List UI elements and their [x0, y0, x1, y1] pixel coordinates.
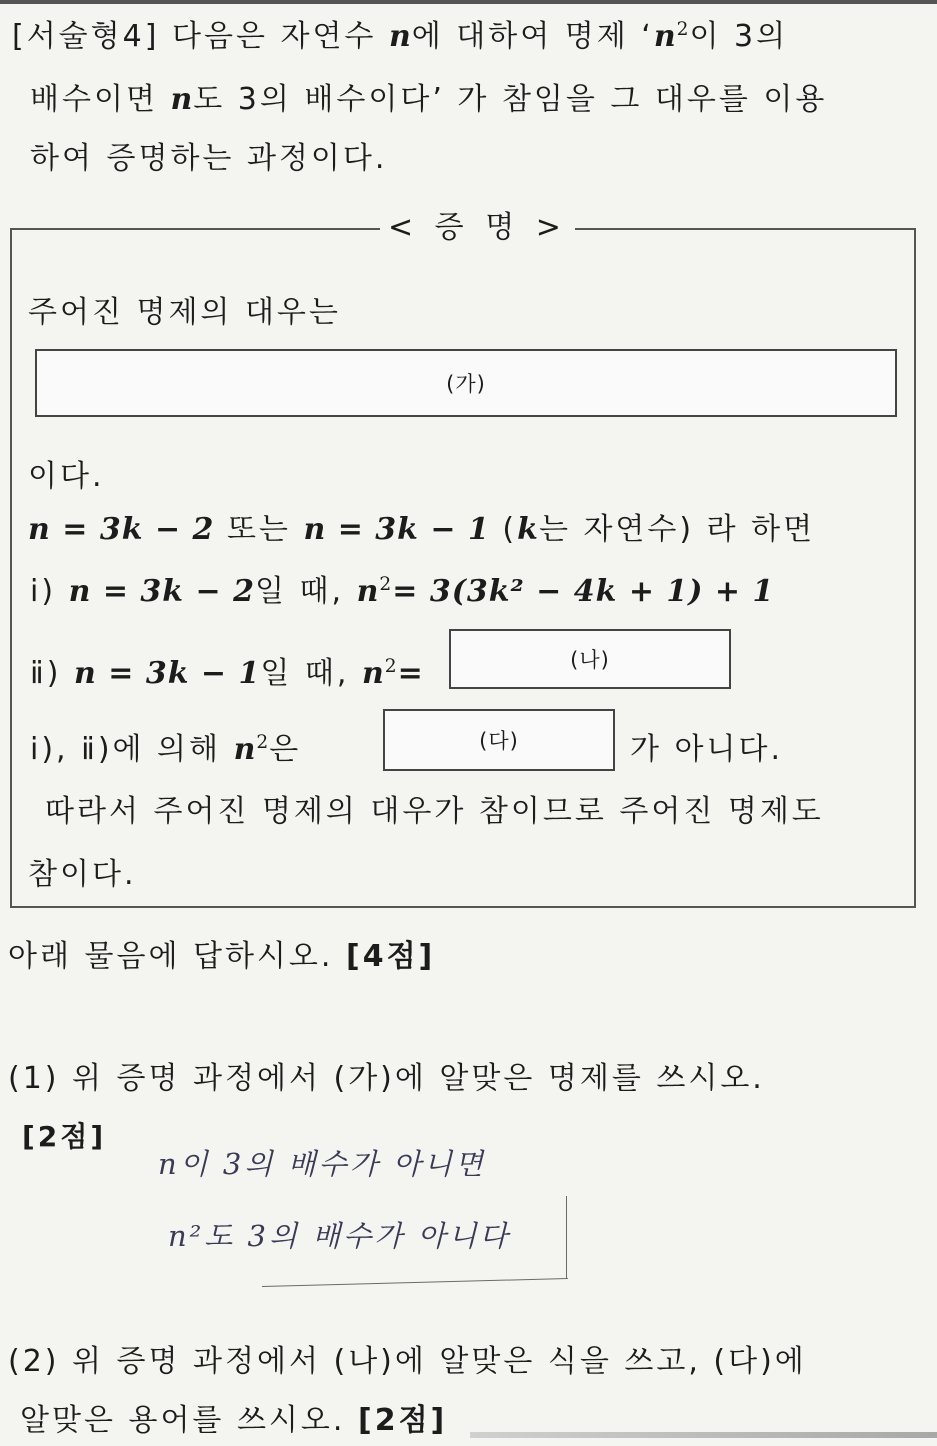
handwritten-underline: [262, 1278, 568, 1287]
proof-title: < 증 명 >: [380, 210, 575, 246]
proof-case-1: ⅰ) n = 3k − 2일 때, $n^2= 3(3k^2 - 4k + 1) + 1$: [30, 574, 775, 609]
blank-na: (나): [449, 629, 731, 689]
problem-line-3: 하여 증명하는 과정이다.: [30, 141, 388, 176]
proof-final-1: 따라서 주어진 명제의 대우가 참이므로 주어진 명제도: [45, 794, 824, 829]
proof-conclusion: ⅰ), ⅱ)에 의해 $n^2$은: [30, 732, 302, 767]
question-2-line-2: 알맞은 용어를 쓰시오. [2점]: [20, 1403, 448, 1438]
top-rule: [0, 0, 937, 4]
handwritten-bracket: [566, 1196, 567, 1278]
question-1: (1) 위 증명 과정에서 (가)에 알맞은 명제를 쓰시오.: [8, 1061, 765, 1096]
problem-line-1: [서술형4] 다음은 자연수 n에 대하여 명제 ‘$n^2$이 3의: [12, 19, 789, 54]
proof-final-2: 참이다.: [28, 857, 137, 892]
proof-case-2: ⅱ) n = 3k − 1일 때, $n^2=$: [30, 656, 424, 691]
blank-da: (다): [383, 709, 615, 771]
bottom-rule: [470, 1432, 937, 1438]
questions-intro: 아래 물음에 답하시오. [4점]: [8, 939, 436, 974]
question-1-points: [2점]: [22, 1120, 107, 1153]
proof-line-2: 이다.: [28, 459, 105, 494]
question-2-line-1: (2) 위 증명 과정에서 (나)에 알맞은 식을 쓰고, (다)에: [8, 1344, 807, 1379]
blank-ga: (가): [35, 349, 897, 417]
problem-line-2: 배수이면 n도 3의 배수이다’ 가 참임을 그 대우를 이용: [30, 82, 828, 117]
problem-tag: [서술형4]: [12, 19, 160, 54]
handwritten-answer-line-2: n²도 3의 배수가 아니다: [168, 1219, 511, 1253]
proof-conclusion-end: 가 아니다.: [630, 732, 783, 767]
proof-line-1: 주어진 명제의 대우는: [28, 295, 341, 330]
handwritten-answer-line-1: n이 3의 배수가 아니면: [158, 1147, 486, 1181]
proof-line-3: n = 3k − 2 또는 n = 3k − 1 (k는 자연수) 라 하면: [28, 512, 816, 547]
